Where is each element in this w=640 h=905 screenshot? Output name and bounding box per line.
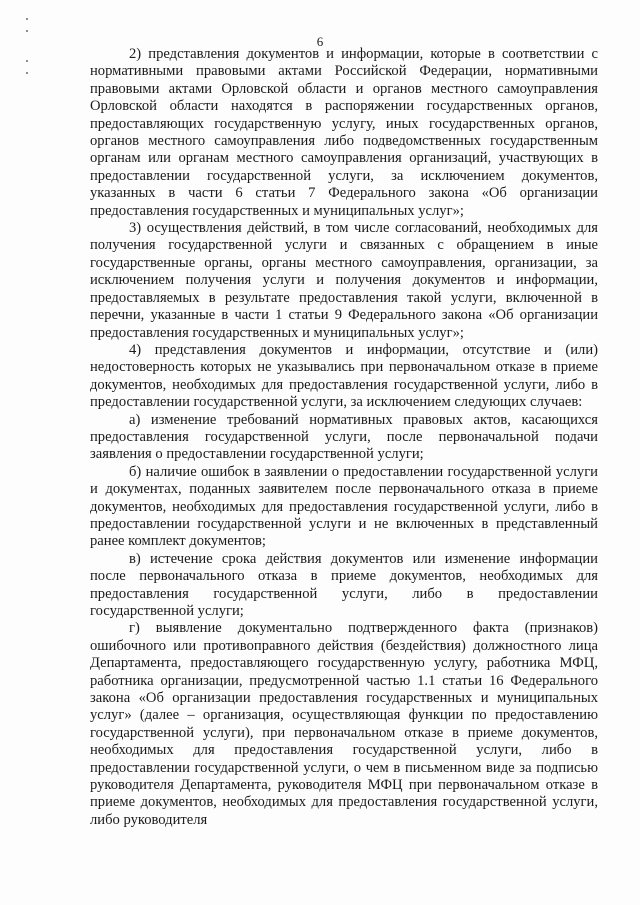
paragraph-item-2: 2) представления документов и информации, которые в соответствии с нормативными правовыми актами Российской Федерации, нормативными правовыми актами Орловской области и органов местного самоуправления Орловской области находятся в распоряжении государственных органов, предоставляющих государственную услугу, иных государственных органов, органов местного самоуправления либо подведомственных государственным органам или органам местного самоуправления организаций, участвующих в предоставлении государственной услуги, за исключением документов, указанных в части 6 статьи 7 Федерального закона «Об организации предоставления государственных и муниципальных услуг»; bbox=[90, 46, 598, 219]
scan-mark bbox=[26, 60, 28, 62]
paragraph-item-3: 3) осуществления действий, в том числе согласований, необходимых для получения государственной услуги и связанных с обращением в иные государственные органы, органы местного самоуправления, организации, за исключением получения услуги и получения документов и информации, предоставляемых в результате предоставления такой услуги, включенной в перечни, указанные в части 1 статьи 9 Федерального закона «Об организации предоставления государственных и муниципальных услуг»; bbox=[90, 220, 598, 341]
scan-mark bbox=[26, 72, 28, 74]
page-number: 6 bbox=[316, 34, 324, 49]
scan-mark bbox=[26, 30, 28, 32]
paragraph-subitem-a: а) изменение требований нормативных правовых актов, касающихся предоставления государственной услуги, после первоначальной подачи заявления о предоставлении государственной услуги; bbox=[90, 411, 598, 463]
document-body bbox=[90, 46, 598, 829]
paragraph-subitem-v: в) истечение срока действия документов или изменение информации после первоначального отказа в приеме документов, необходимых для предоставления государственной услуги, либо в предоставлении государственной услуги; bbox=[90, 550, 598, 619]
scan-mark bbox=[26, 18, 28, 20]
paragraph-item-4: 4) представления документов и информации, отсутствие и (или) недостоверность которых не указывались при первоначальном отказе в приеме документов, необходимых для предоставления государственной услуги, либо в предоставлении государственной услуги, за исключением следующих случаев: bbox=[90, 341, 598, 411]
paragraph-subitem-g: г) выявление документально подтвержденного факта (признаков) ошибочного или противоправного действия (бездействия) должностного лица Департамента, предоставляющего государственную услугу, работника МФЦ, работника организации, предусмотренной частью 1.1 статьи 16 Федерального закона «Об организации предоставления государственных и муниципальных услуг» (далее – организация, осуществляющая функции по предоставлению государственной услуги), при первоначальном отказе в приеме документов, необходимых для предоставления государственной услуги, либо в предоставлении государственной услуги, о чем в письменном виде за подписью руководителя Департамента, руководителя МФЦ при первоначальном отказе в приеме документов, необходимых для предоставления государственной услуги, либо руководителя bbox=[90, 620, 598, 828]
paragraph-subitem-b: б) наличие ошибок в заявлении о предоставлении государственной услуги и документах, поданных заявителем после первоначального отказа в приеме документов, необходимых для предоставления государственной услуги, либо в предоставлении государственной услуги и не включенных в представленный ранее комплект документов; bbox=[90, 463, 598, 550]
